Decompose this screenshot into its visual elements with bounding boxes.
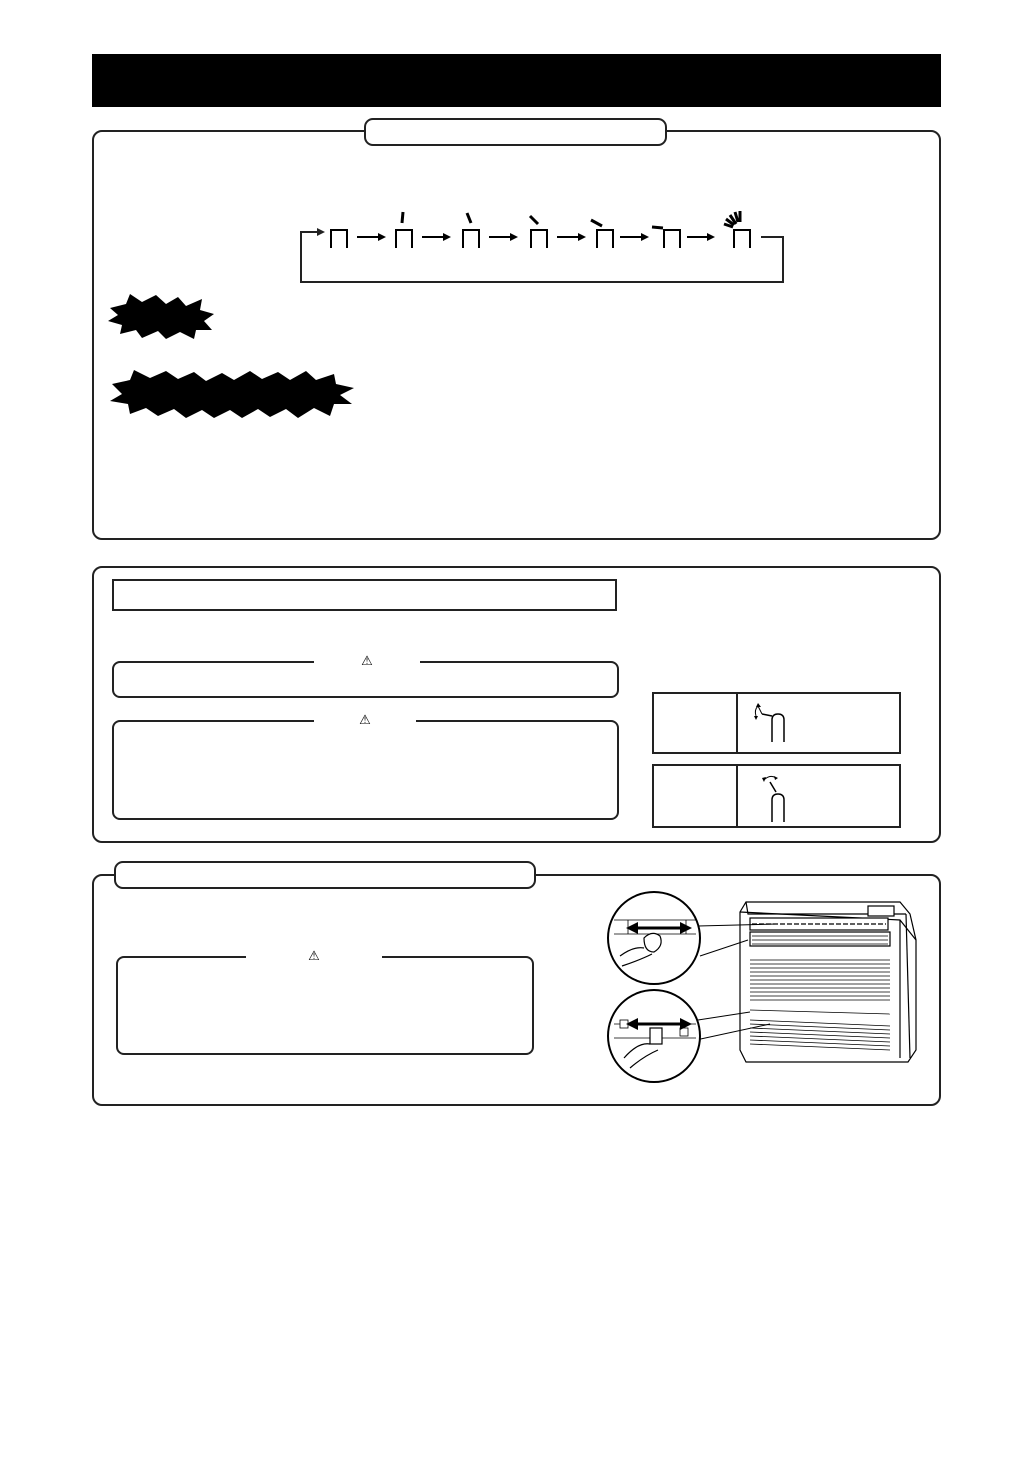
- caution-box-2: [112, 720, 619, 820]
- louver-angle-table-row-2: [652, 764, 901, 828]
- louver-position-1-icon: [331, 230, 347, 248]
- horizontal-louver-pill: [114, 861, 536, 889]
- louver-position-3-icon: [463, 213, 479, 248]
- page-header-bar: [92, 54, 941, 107]
- louver-downward-angle-icon: [756, 770, 802, 826]
- louver-position-6-icon: [652, 227, 680, 248]
- arrow-right-icon: [620, 233, 649, 241]
- starburst-badge-large: [108, 368, 358, 420]
- louver-angle-label-cell: [652, 764, 738, 828]
- louver-swing-icon: [724, 211, 750, 248]
- starburst-badge-small: [108, 294, 216, 340]
- louver-position-2-icon: [396, 212, 412, 248]
- arrow-right-icon: [557, 233, 586, 241]
- louver-upward-angle-icon: [750, 702, 800, 748]
- louver-angle-icon-cell: [736, 764, 901, 828]
- caution-box-3: [116, 956, 534, 1055]
- louver-angle-label-cell: [652, 692, 738, 754]
- louver-sequence-pill: [364, 118, 667, 146]
- louver-position-4-icon: [530, 216, 547, 248]
- louver-sequence-diagram: [295, 208, 790, 288]
- arrow-right-icon: [422, 233, 451, 241]
- caution-tab-3: [246, 949, 382, 965]
- warning-triangle-icon: ⚠: [359, 712, 371, 727]
- caution-tab-2: [314, 713, 416, 729]
- louver-adjust-title-box: [112, 579, 617, 611]
- louver-angle-icon-cell: [736, 692, 901, 754]
- air-conditioner-louver-illustration: [600, 890, 930, 1086]
- warning-triangle-icon: ⚠: [308, 948, 320, 963]
- arrow-right-icon: [357, 233, 386, 241]
- air-conditioner-unit: [740, 902, 916, 1062]
- warning-triangle-icon: ⚠: [361, 653, 373, 668]
- arrow-right-icon: [489, 233, 518, 241]
- caution-tab-1: [314, 654, 420, 670]
- louver-angle-table-row-1: [652, 692, 901, 754]
- louver-position-5-icon: [591, 220, 613, 248]
- arrow-right-icon: [687, 233, 715, 241]
- louver-sequence-panel: [92, 130, 941, 540]
